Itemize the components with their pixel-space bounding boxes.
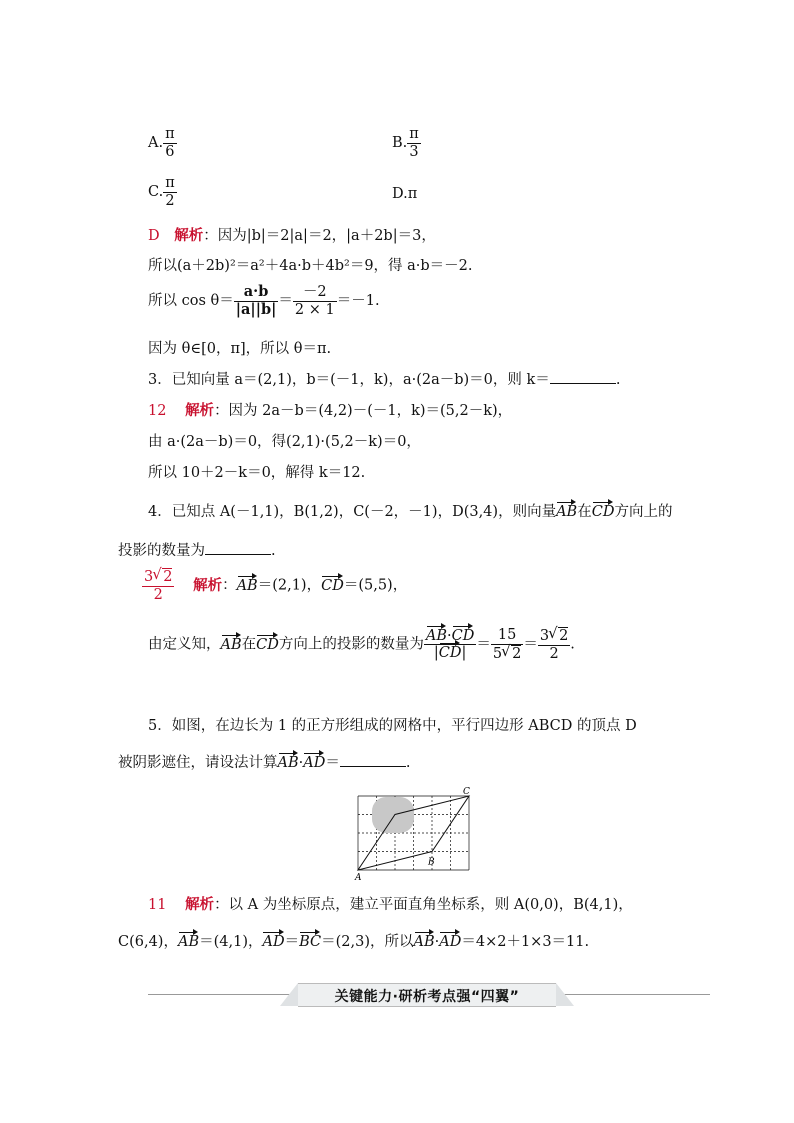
option-c bbox=[148, 175, 177, 209]
q5-line2-p3: ＝ bbox=[284, 934, 300, 950]
q4-end2: . bbox=[570, 636, 575, 653]
q2-solution-line1 bbox=[148, 224, 436, 245]
q4-vector-ab-2: AB bbox=[236, 577, 258, 594]
q2-eq: ＝ bbox=[278, 293, 293, 310]
q4-line1-p2: ＝(2,1)， bbox=[257, 577, 322, 594]
q4-q-line2: 投影的数量为 bbox=[118, 543, 205, 559]
q2-f2-num: －2 bbox=[302, 284, 327, 300]
q4-vector-ab-3: AB bbox=[220, 636, 242, 653]
q2-line3-prefix: 所以 cos θ＝ bbox=[148, 293, 234, 310]
q5-s-vec-ab-2: AB bbox=[413, 934, 435, 950]
q5-line2-p4: ＝(2,3)，所以 bbox=[321, 934, 414, 950]
q5-s-vec-ad-2: AD bbox=[439, 934, 462, 950]
q5-question-line1: 5．如图，在边长为 1 的正方形组成的网格中，平行四边形 ABCD 的顶点 D bbox=[148, 718, 637, 734]
q4-q-p3: 方向上的 bbox=[614, 504, 673, 520]
q4-f2-den-coef: 5 bbox=[492, 645, 503, 662]
q3-answer-blank bbox=[550, 369, 616, 385]
q4-f3-num-rad: √ 2 bbox=[558, 627, 568, 645]
q5-answer-blank bbox=[340, 752, 406, 768]
option-d-value: π bbox=[407, 186, 418, 202]
q2-line1: ：因为|b|＝2|a|＝2，|a＋2b|＝3， bbox=[203, 228, 436, 244]
q2-line3-suffix: ＝－1. bbox=[336, 293, 380, 310]
q4-f3-den: 2 bbox=[538, 645, 570, 663]
q2-f1-den: |a||b| bbox=[235, 300, 277, 318]
label-b: B bbox=[428, 857, 435, 868]
q4-solution-label: 解析 bbox=[193, 576, 223, 594]
q2-fraction-1 bbox=[234, 284, 279, 318]
q4-line1-p1: ： bbox=[222, 577, 237, 594]
q3-question-text: 3．已知向量 a＝(2,1)，b＝(－1，k)，a·(2a－b)＝0，则 k＝ bbox=[148, 372, 550, 388]
q4-vector-ab: AB bbox=[556, 504, 578, 520]
q4-end: . bbox=[271, 543, 276, 559]
option-d bbox=[392, 186, 417, 202]
q4-fraction-3 bbox=[538, 627, 570, 662]
q4-line2-p3: 方向上的投影的数量为 bbox=[278, 636, 424, 653]
q2-solution-line4: 因为 θ∈[0，π]，所以 θ＝π. bbox=[148, 341, 332, 357]
option-a-letter: A. bbox=[148, 135, 164, 152]
q4-answer-blank bbox=[205, 540, 271, 556]
option-b-letter: B. bbox=[392, 135, 408, 152]
q5-solution-line1 bbox=[148, 893, 633, 914]
q5-answer: 11 bbox=[148, 897, 167, 913]
q4-f1-den-vec: CD bbox=[438, 645, 462, 662]
q4-line2-p1: 由定义知， bbox=[148, 636, 221, 653]
q5-line2-p2: ＝(4,1)， bbox=[199, 934, 263, 950]
q4-q-p1: 4．已知点 A(－1,1)，B(1,2)，C(－2，－1)，D(3,4)，则向量 bbox=[148, 504, 557, 520]
option-b-den: 3 bbox=[407, 143, 421, 161]
option-b-fraction bbox=[407, 126, 421, 160]
q3-solution-line3: 所以 10＋2－k＝0，解得 k＝12. bbox=[148, 465, 366, 481]
q4-answer-coef: 3 bbox=[144, 569, 154, 585]
q4-vector-cd-2: CD bbox=[321, 577, 344, 594]
q4-line1-p3: ＝(5,5)， bbox=[343, 577, 408, 594]
option-a bbox=[148, 126, 177, 160]
option-c-letter: C. bbox=[148, 184, 164, 201]
q5-end: . bbox=[405, 755, 411, 771]
option-c-fraction bbox=[163, 175, 177, 209]
q4-f1-abs-r: | bbox=[461, 645, 467, 662]
option-c-num: π bbox=[165, 175, 175, 191]
option-d-letter: D. bbox=[392, 186, 408, 202]
q5-question-line2 bbox=[118, 751, 410, 772]
q4-f2-den-rad: √ 2 bbox=[511, 645, 521, 663]
q5-vector-ad: AD bbox=[303, 755, 326, 771]
q4-answer bbox=[142, 568, 174, 603]
q2-answer: D bbox=[148, 228, 160, 244]
q5-s-vec-bc: BC bbox=[299, 934, 322, 950]
q3-line1: ：因为 2a－b＝(4,2)－(－1，k)＝(5,2－k)， bbox=[214, 403, 513, 419]
q4-eq-1: ＝ bbox=[476, 636, 491, 653]
option-a-den: 6 bbox=[163, 143, 177, 161]
q5-line2-p1: C(6,4)， bbox=[118, 934, 178, 950]
label-c: C bbox=[463, 787, 470, 797]
shadow-cover bbox=[372, 797, 414, 833]
q3-solution-line1 bbox=[148, 399, 512, 420]
q4-f1-dot: · bbox=[447, 627, 452, 644]
q4-fraction-1 bbox=[424, 628, 476, 662]
q3-solution-label: 解析 bbox=[185, 402, 215, 419]
option-c-den: 2 bbox=[163, 192, 177, 210]
q5-line1: ：以 A 为坐标原点，建立平面直角坐标系，则 A(0,0)，B(4,1)， bbox=[214, 897, 633, 913]
q5-solution-line2 bbox=[118, 930, 589, 951]
q5-vector-ab: AB bbox=[277, 755, 299, 771]
q5-line2-p5: ＝4×2＋1×3＝11. bbox=[461, 934, 590, 950]
q2-solution-line3 bbox=[148, 284, 380, 318]
footer-title: 关键能力·研析考点强“四翼” bbox=[334, 989, 520, 1005]
q4-f1-vec-ab: AB bbox=[425, 627, 448, 644]
q3-end: . bbox=[615, 372, 621, 388]
q5-grid-figure bbox=[352, 786, 476, 882]
option-b bbox=[392, 126, 421, 160]
q5-dot: · bbox=[298, 755, 304, 771]
q4-answer-rad: √ 2 bbox=[162, 568, 172, 586]
q2-f2-den: 2 × 1 bbox=[294, 301, 335, 318]
option-b-num: π bbox=[409, 126, 419, 142]
q4-f1-abs-l: | bbox=[433, 645, 439, 662]
q4-question-line2 bbox=[118, 539, 276, 560]
q4-f1-vec-cd: CD bbox=[451, 627, 475, 644]
q4-question-line1 bbox=[148, 500, 672, 521]
label-a: A bbox=[355, 873, 362, 882]
q3-question bbox=[148, 368, 620, 389]
q5-solution-label: 解析 bbox=[185, 896, 215, 913]
q3-answer: 12 bbox=[148, 403, 167, 419]
q5-s-dot: · bbox=[434, 934, 440, 950]
q4-fraction-2 bbox=[491, 627, 523, 662]
option-a-fraction bbox=[163, 126, 177, 160]
q2-solution-label: 解析 bbox=[174, 227, 204, 244]
q4-line2-p2: 在 bbox=[241, 636, 257, 653]
q4-f3-num-coef: 3 bbox=[539, 628, 550, 644]
q4-answer-den: 2 bbox=[142, 586, 174, 604]
q4-f2-num: 15 bbox=[497, 627, 517, 643]
q4-vector-cd-3: CD bbox=[256, 636, 279, 653]
q2-f1-num: a·b bbox=[243, 283, 269, 300]
q5-q-p1: 被阴影遮住，请设法计算 bbox=[118, 755, 278, 771]
option-a-num: π bbox=[165, 126, 175, 142]
q2-solution-line2: 所以(a＋2b)²＝a²＋4a·b＋4b²＝9，得 a·b＝－2. bbox=[148, 258, 473, 274]
q4-q-p2: 在 bbox=[577, 504, 592, 520]
q3-solution-line2: 由 a·(2a－b)＝0，得(2,1)·(5,2－k)＝0， bbox=[148, 434, 421, 450]
q4-solution-line2 bbox=[148, 627, 575, 662]
q4-solution-line1 bbox=[142, 568, 407, 603]
q2-fraction-2 bbox=[293, 284, 337, 318]
q4-eq-2: ＝ bbox=[523, 636, 538, 653]
q4-vector-cd: CD bbox=[591, 504, 615, 520]
q5-s-vec-ad: AD bbox=[262, 934, 285, 950]
q5-s-vec-ab: AB bbox=[177, 934, 200, 950]
q5-q-p2: ＝ bbox=[325, 755, 340, 771]
